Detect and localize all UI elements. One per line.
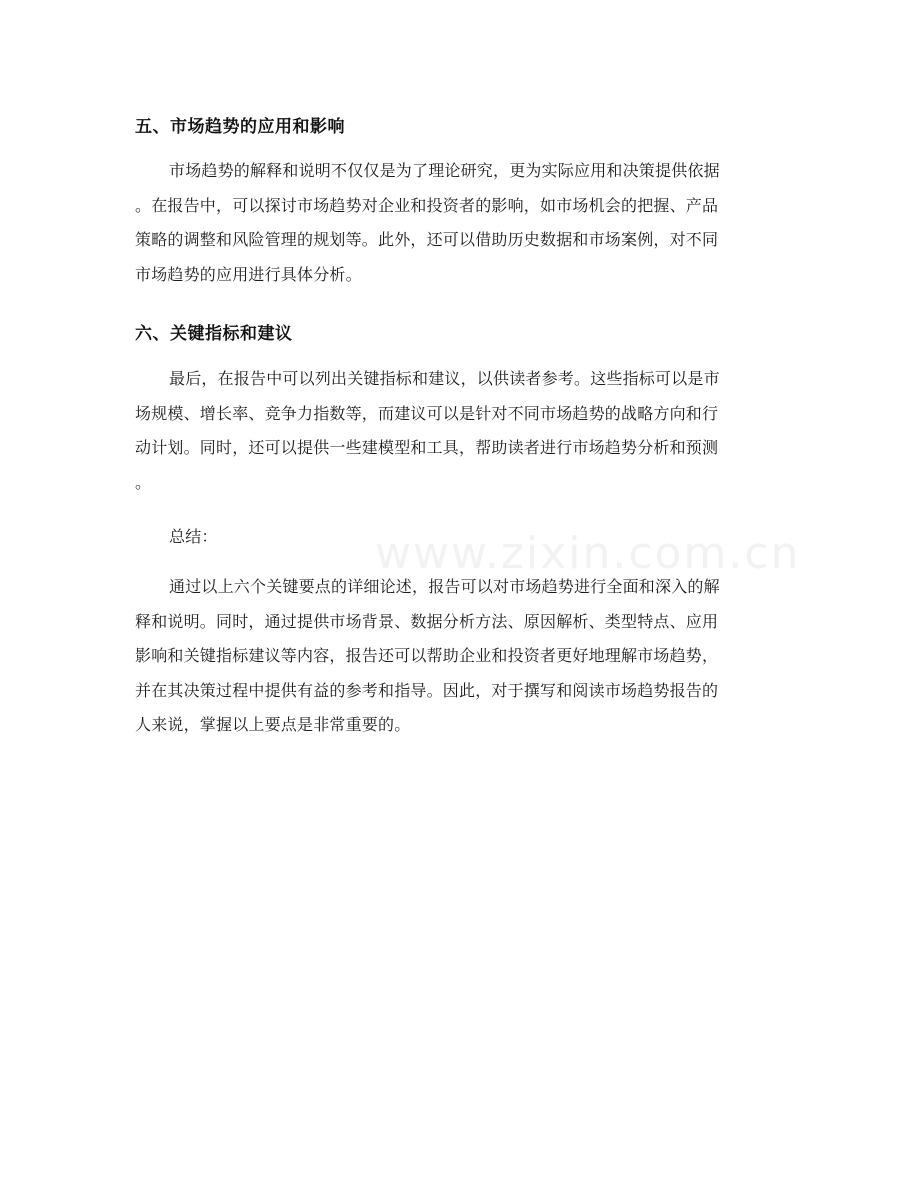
paragraph-line: 。	[135, 472, 152, 492]
paragraph-line: 人来说，掌握以上要点是非常重要的。	[135, 715, 411, 734]
paragraph-line: 策略的调整和风险管理的规划等。此外，还可以借助历史数据和市场案例，对不同	[135, 230, 719, 249]
summary-paragraph	[135, 570, 785, 743]
paragraph-line: 并在其决策过程中提供有益的参考和指导。因此，对于撰写和阅读市场趋势报告的	[135, 680, 719, 700]
summary-label-block	[135, 520, 785, 555]
paragraph-line: 通过以上六个关键要点的详细论述，报告可以对市场趋势进行全面和深入的解	[169, 577, 720, 596]
paragraph-line: 市场趋势的解释和说明不仅仅是为了理论研究，更为实际应用和决策提供依据	[169, 161, 720, 180]
watermark-text: www.zixin.com.cn	[375, 528, 801, 579]
paragraph-line: 市场趋势的应用进行具体分析。	[135, 264, 362, 284]
section-5-paragraph	[135, 154, 785, 292]
paragraph-line: 释和说明。同时，通过提供市场背景、数据分析方法、原因解析、类型特点、应用	[135, 611, 719, 631]
paragraph-line: 。在报告中，可以探讨市场趋势对企业和投资者的影响，如市场机会的把握、产品	[135, 195, 719, 215]
paragraph-line: 最后，在报告中可以列出关键指标和建议，以供读者参考。这些指标可以是市	[169, 369, 720, 388]
summary-label: 总结：	[169, 527, 218, 546]
paragraph-line: 影响和关键指标建议等内容，报告还可以帮助企业和投资者更好地理解市场趋势，	[135, 646, 719, 665]
paragraph-line: 场规模、增长率、竞争力指数等，而建议可以是针对不同市场趋势的战略方向和行	[135, 403, 719, 423]
section-heading-6: 六、关键指标和建议	[135, 324, 293, 344]
section-6-paragraph	[135, 362, 785, 500]
paragraph-line: 动计划。同时，还可以提供一些建模型和工具，帮助读者进行市场趋势分析和预测	[135, 438, 719, 457]
section-heading-5: 五、市场趋势的应用和影响	[135, 117, 345, 137]
